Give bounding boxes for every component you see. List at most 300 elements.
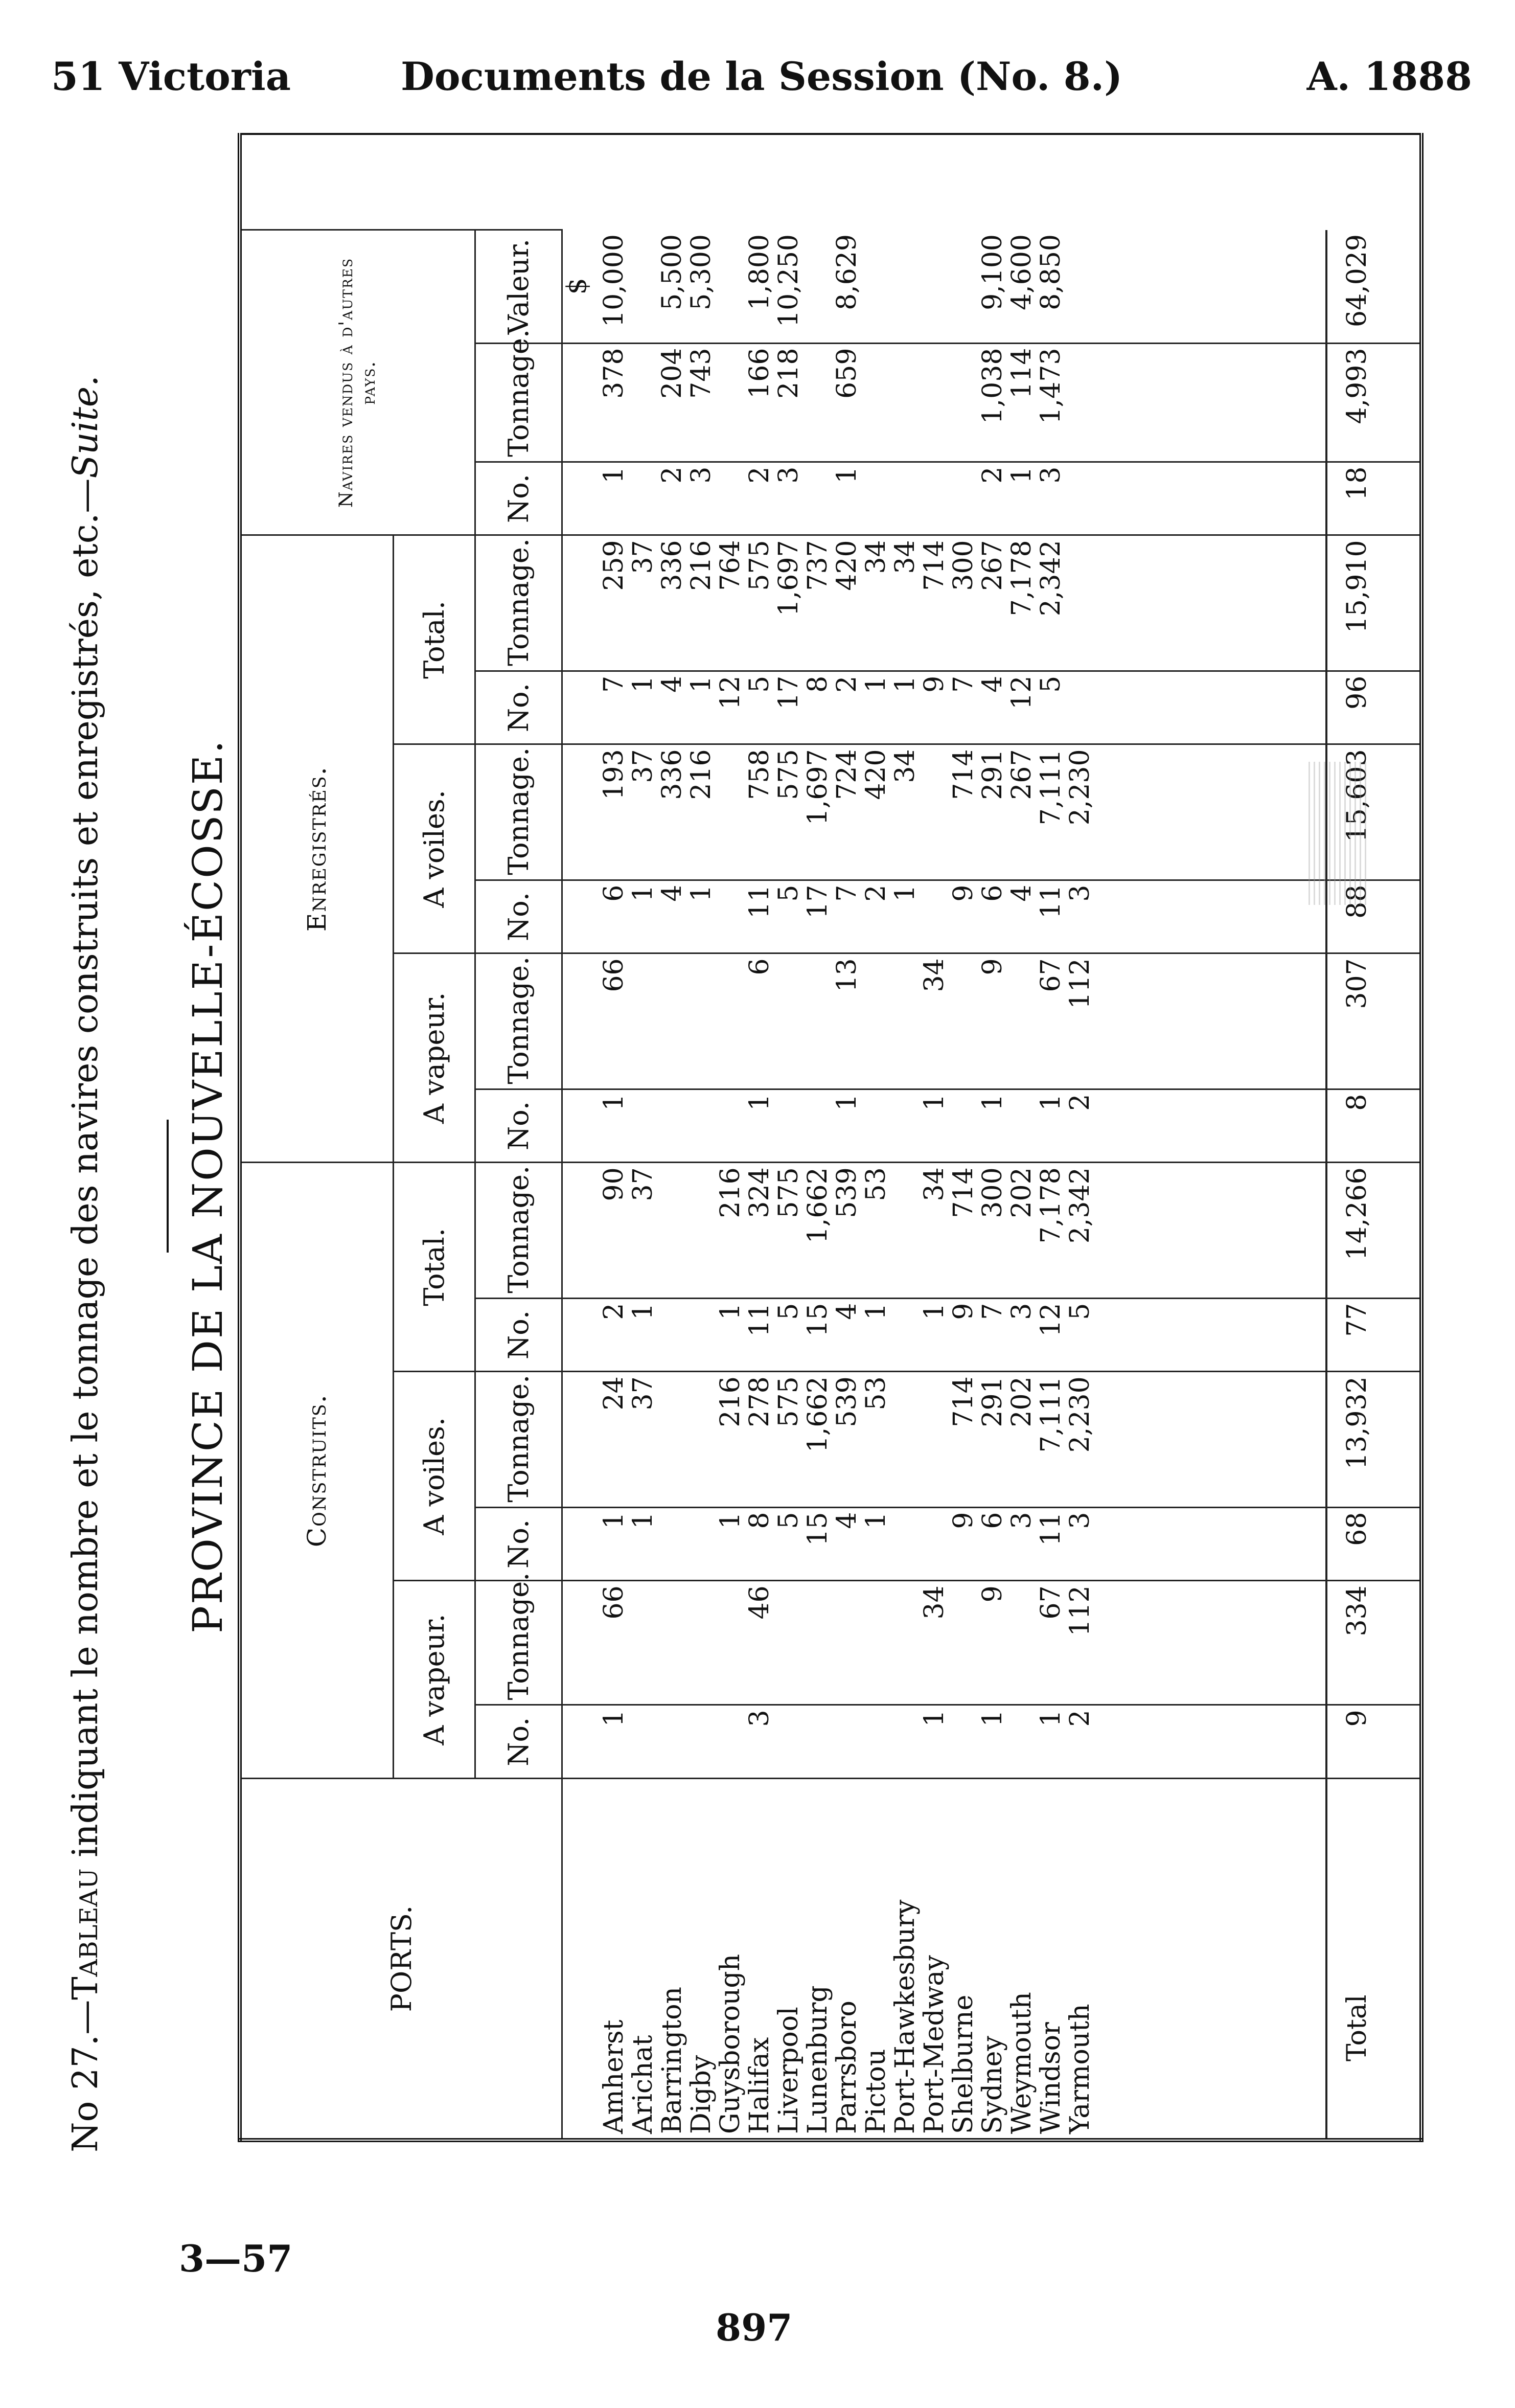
total-value: 9	[1326, 1705, 1421, 1779]
table-cell	[833, 1710, 862, 1774]
port-name: Port-Medway	[919, 1955, 950, 2134]
table-cell: 4,600	[1006, 234, 1037, 310]
table-cell: 539	[832, 1167, 862, 1218]
header-no: No.	[475, 671, 562, 744]
table-cell	[629, 234, 658, 338]
table-cell: 7	[832, 884, 862, 902]
table-cell: 1	[861, 1512, 891, 1529]
table-cell: 336	[657, 540, 687, 591]
table-cell: 7,178	[1006, 540, 1037, 617]
table-cell: 291	[977, 1376, 1008, 1427]
table-cell	[687, 1585, 716, 1700]
port-name: Windsor	[1036, 2022, 1066, 2134]
table-cell	[920, 1512, 949, 1576]
table-cell	[629, 1585, 658, 1700]
table-cell	[629, 467, 658, 531]
v-val-column	[592, 230, 1326, 343]
table-cell: 37	[628, 749, 658, 783]
table-cell	[687, 1710, 716, 1774]
table-cell	[774, 1094, 804, 1158]
table-cell: 1,800	[744, 234, 775, 310]
running-head-center: Documents de la Session (No. 8.)	[400, 54, 1123, 99]
table-cell: 1	[599, 1094, 629, 1111]
port-name: Digby	[686, 2055, 717, 2134]
table-cell	[658, 1710, 687, 1774]
table-cell	[804, 958, 833, 1084]
table-cell: 420	[832, 540, 862, 591]
table-cell	[920, 749, 949, 875]
header-no: No.	[475, 1089, 562, 1163]
table-cell: 724	[832, 749, 862, 800]
table-cell	[1007, 958, 1037, 1084]
header-no: No.	[475, 1298, 562, 1372]
table-cell: 13	[832, 958, 862, 992]
running-head-right: A. 1888	[1306, 54, 1472, 99]
table-cell: 10,250	[773, 234, 804, 327]
table-cell: 3	[1065, 1512, 1095, 1529]
header-e-voiles: A voiles.	[393, 744, 475, 953]
caption-title-sc: Tableau	[65, 1868, 106, 2000]
table-cell	[1007, 1094, 1037, 1158]
table-cell: 764	[715, 540, 746, 591]
ships-table-wrap	[238, 133, 1424, 2142]
table-cell: 8,629	[832, 234, 862, 310]
table-cell: 1	[832, 1094, 862, 1111]
table-cell	[862, 467, 891, 531]
table-cell: 8	[802, 675, 833, 693]
table-cell	[687, 958, 716, 1084]
e-tot-no-column	[592, 671, 1326, 744]
table-cell: 2	[1065, 1094, 1095, 1111]
table-cell: 743	[686, 348, 717, 399]
table-cell	[687, 1512, 716, 1576]
table-cell: 11	[1036, 1512, 1066, 1546]
table-cell: 216	[715, 1167, 746, 1218]
table-cell: 4	[1006, 884, 1037, 902]
table-cell: 218	[773, 348, 804, 399]
port-name: Pictou	[861, 2049, 891, 2134]
table-cell: 737	[802, 540, 833, 591]
table-cell: 1	[599, 1710, 629, 1727]
table-cell	[629, 1710, 658, 1774]
table-cell: 17	[773, 675, 804, 710]
header-c-vapeur: A vapeur.	[393, 1581, 475, 1779]
table-cell	[658, 1167, 687, 1293]
port-name: Liverpool	[773, 2007, 804, 2134]
table-cell	[891, 467, 920, 531]
table-cell	[862, 1585, 891, 1700]
table-cell: 34	[890, 540, 921, 574]
table-cell	[833, 1585, 862, 1700]
table-cell	[658, 1303, 687, 1367]
table-cell	[891, 958, 920, 1084]
port-name: Port-Hawkesbury	[890, 1899, 921, 2134]
data-rows	[592, 134, 1326, 2140]
table-cell	[1066, 348, 1095, 457]
header-e-total: Total.	[393, 535, 475, 744]
table-cell	[1066, 234, 1095, 338]
table-cell: 4	[657, 675, 687, 693]
total-label: Total	[1326, 1779, 1421, 2140]
table-cell: 112	[1065, 1585, 1095, 1637]
table-caption	[65, 169, 106, 2152]
table-cell: 4	[832, 1512, 862, 1529]
table-cell	[804, 1585, 833, 1700]
table-cell: 6	[977, 884, 1008, 902]
c-tot-ton-column	[592, 1163, 1326, 1298]
header-tonnage: Tonnage.	[475, 744, 562, 880]
table-cell	[774, 1710, 804, 1774]
table-cell: 67	[1036, 958, 1066, 992]
table-cell: 193	[599, 749, 629, 800]
table-cell: 6	[744, 958, 775, 975]
signature-mark: 3—57	[179, 2237, 293, 2280]
ports-column	[592, 1779, 1326, 2140]
table-cell: 5	[1036, 675, 1066, 693]
table-cell	[1066, 467, 1095, 531]
table-cell: 2	[657, 466, 687, 484]
table-cell: 1	[1036, 1094, 1066, 1111]
table-cell: 336	[657, 749, 687, 800]
caption-title: indiquant le nombre et le tonnage des navires construits et enregistrés, etc.—	[65, 478, 106, 1869]
table-cell: 1,038	[977, 348, 1008, 424]
header-e-vapeur: A vapeur.	[393, 953, 475, 1163]
table-cell: 2	[1065, 1710, 1095, 1727]
table-cell	[891, 1512, 920, 1576]
port-name: Weymouth	[1006, 1992, 1037, 2134]
table-cell: 2	[977, 466, 1008, 484]
table-cell: 378	[599, 348, 629, 399]
table-cell: 5	[773, 1512, 804, 1529]
table-cell: 12	[715, 675, 746, 710]
table-cell: 714	[948, 1167, 979, 1218]
table-cell: 267	[1006, 749, 1037, 800]
table-cell: 324	[744, 1167, 775, 1218]
header-construits: Construits.	[240, 1163, 393, 1779]
table-cell: 202	[1006, 1167, 1037, 1218]
table-cell	[949, 234, 978, 338]
table-cell: 5	[1065, 1303, 1095, 1320]
table-cell	[658, 1376, 687, 1502]
table-cell	[687, 1376, 716, 1502]
table-cell: 1	[1006, 466, 1037, 484]
table-cell: 1	[861, 1303, 891, 1320]
table-cell	[658, 958, 687, 1084]
header-tonnage: Tonnage.	[475, 343, 562, 462]
blank-column	[240, 134, 562, 230]
table-cell	[1066, 540, 1095, 666]
table-cell	[862, 348, 891, 457]
page-number: 897	[716, 2306, 793, 2349]
total-value: 307	[1326, 953, 1421, 1089]
port-name: Amherst	[599, 2019, 629, 2134]
c-vap-ton-column	[592, 1581, 1326, 1705]
table-cell: 53	[861, 1167, 891, 1201]
table-cell: 7,111	[1036, 1376, 1066, 1453]
table-cell	[716, 749, 745, 875]
c-vap-no-column	[592, 1705, 1326, 1779]
table-cell: 17	[802, 884, 833, 919]
table-cell: 2	[599, 1303, 629, 1320]
table-cell: 1	[1036, 1710, 1066, 1727]
table-cell	[920, 1376, 949, 1502]
table-cell: 7	[977, 1303, 1008, 1320]
table-cell	[804, 1094, 833, 1158]
table-cell	[949, 1710, 978, 1774]
table-cell	[629, 348, 658, 457]
table-cell: 1	[832, 466, 862, 484]
total-value: 88	[1326, 880, 1421, 953]
table-cell: 24	[599, 1376, 629, 1411]
table-cell: 4	[657, 884, 687, 902]
table-cell	[891, 1585, 920, 1700]
table-cell: 1	[715, 1303, 746, 1320]
table-cell: 1,662	[802, 1376, 833, 1453]
v-no-column	[592, 462, 1326, 535]
port-name: Halifax	[744, 2037, 775, 2134]
table-cell: 575	[773, 1376, 804, 1427]
total-value: 68	[1326, 1507, 1421, 1581]
table-cell: 216	[686, 540, 717, 591]
table-cell: 204	[657, 348, 687, 399]
table-cell: 11	[744, 884, 775, 919]
table-cell	[687, 1303, 716, 1367]
header-no: No.	[475, 1705, 562, 1779]
table-cell: 9	[948, 1512, 979, 1529]
table-cell: 1	[628, 1512, 658, 1529]
table-cell	[862, 958, 891, 1084]
ink-smudge	[1309, 762, 1370, 905]
table-cell	[1007, 1710, 1037, 1774]
title-rule	[167, 1120, 169, 1253]
table-cell	[804, 467, 833, 531]
port-name: Shelburne	[948, 1994, 979, 2134]
table-cell: 34	[919, 1585, 950, 1620]
table-cell: 46	[744, 1585, 775, 1620]
header-tonnage: Tonnage.	[475, 1163, 562, 1298]
table-cell: 9,100	[977, 234, 1008, 310]
header-valeur: Valeur.	[475, 230, 562, 343]
table-cell: 1	[628, 1303, 658, 1320]
table-cell: 1	[686, 675, 717, 693]
table-cell: 1,473	[1036, 348, 1066, 424]
total-row	[1326, 134, 1421, 2140]
table-cell	[891, 234, 920, 338]
port-name: Lunenburg	[802, 1985, 833, 2134]
table-cell: 3	[1036, 466, 1066, 484]
table-cell: 67	[1036, 1585, 1066, 1620]
table-cell: 114	[1006, 348, 1037, 399]
c-tot-no-column	[592, 1298, 1326, 1372]
port-name: Guysborough	[715, 1953, 746, 2134]
header-no: No.	[475, 880, 562, 953]
e-voi-ton-column	[592, 744, 1326, 880]
table-cell: 2	[861, 884, 891, 902]
table-cell: 1	[919, 1094, 950, 1111]
total-value: 77	[1326, 1298, 1421, 1372]
table-cell: 2	[832, 675, 862, 693]
table-cell: 10,000	[599, 234, 629, 327]
rotated-table-page	[61, 158, 1452, 2214]
table-cell	[949, 467, 978, 531]
table-cell	[920, 348, 949, 457]
e-vap-no-column	[592, 1089, 1326, 1163]
total-value: 14,266	[1326, 1163, 1421, 1298]
table-cell: 9	[977, 1585, 1008, 1603]
total-value: 64,029	[1326, 230, 1421, 343]
table-cell: 2,230	[1065, 1376, 1095, 1453]
ships-table	[238, 133, 1424, 2142]
table-cell: 34	[890, 749, 921, 783]
table-cell: 66	[599, 1585, 629, 1620]
table-cell	[774, 1585, 804, 1700]
table-cell: 1	[919, 1303, 950, 1320]
table-cell: 34	[861, 540, 891, 574]
total-value: 334	[1326, 1581, 1421, 1705]
total-value: 13,932	[1326, 1372, 1421, 1507]
table-cell: 3	[1006, 1303, 1037, 1320]
table-cell: 1	[977, 1710, 1008, 1727]
table-cell: 12	[1006, 675, 1037, 710]
caption-number: No 27.—	[65, 2000, 106, 2152]
header-c-voiles: A voiles.	[393, 1372, 475, 1581]
table-cell: 216	[715, 1376, 746, 1427]
table-cell: 267	[977, 540, 1008, 591]
table-cell	[1007, 1585, 1037, 1700]
table-cell	[716, 1710, 745, 1774]
table-cell	[920, 234, 949, 338]
table-cell: 7	[948, 675, 979, 693]
header-enregistres: Enregistrés.	[240, 535, 393, 1163]
table-cell: 3	[744, 1710, 775, 1727]
table-cell: 1	[890, 884, 921, 902]
table-cell: 5	[744, 675, 775, 693]
table-cell	[716, 348, 745, 457]
total-value: 18	[1326, 462, 1421, 535]
table-cell: 37	[628, 1376, 658, 1411]
table-cell: 714	[948, 749, 979, 800]
table-cell	[804, 234, 833, 338]
header-tonnage: Tonnage.	[475, 953, 562, 1089]
table-cell: 9	[948, 1303, 979, 1320]
table-cell: 37	[628, 1167, 658, 1201]
table-cell: 7,111	[1036, 749, 1066, 826]
e-vap-ton-column	[592, 953, 1326, 1089]
header-c-total: Total.	[393, 1163, 475, 1372]
table-cell: 3	[1065, 884, 1095, 902]
table-cell: 9	[948, 884, 979, 902]
table-cell	[716, 234, 745, 338]
table-cell	[658, 1512, 687, 1576]
header-vendus: Navires vendus à d'autres pays.	[240, 230, 475, 535]
table-cell	[891, 1303, 920, 1367]
table-cell: 758	[744, 749, 775, 800]
table-cell: 34	[919, 1167, 950, 1201]
table-cell: 53	[861, 1376, 891, 1411]
table-cell	[716, 1585, 745, 1700]
table-cell: 539	[832, 1376, 862, 1427]
c-voi-ton-column	[592, 1372, 1326, 1507]
table-cell: 7	[599, 675, 629, 693]
table-cell: 714	[948, 1376, 979, 1427]
table-cell	[716, 467, 745, 531]
table-cell: 6	[599, 884, 629, 902]
table-cell	[716, 958, 745, 1084]
table-cell: 259	[599, 540, 629, 591]
table-cell: 202	[1006, 1376, 1037, 1427]
table-cell	[804, 1710, 833, 1774]
total-value: 8	[1326, 1089, 1421, 1163]
table-cell: 1,662	[802, 1167, 833, 1244]
table-cell: 66	[599, 958, 629, 992]
total-value: 4,993	[1326, 343, 1421, 462]
table-cell	[949, 1094, 978, 1158]
v-ton-column	[592, 343, 1326, 462]
table-cell: 2	[744, 466, 775, 484]
total-value: 96	[1326, 671, 1421, 744]
table-cell: 3	[686, 466, 717, 484]
table-cell	[687, 1167, 716, 1293]
table-cell: 3	[1006, 1512, 1037, 1529]
table-cell: 575	[773, 1167, 804, 1218]
table-cell: 575	[744, 540, 775, 591]
table-cell: 1	[628, 884, 658, 902]
header-no: No.	[475, 462, 562, 535]
table-cell: 2,342	[1036, 540, 1066, 617]
table-cell: 714	[919, 540, 950, 591]
table-cell: 1	[890, 675, 921, 693]
table-cell	[629, 958, 658, 1084]
header-no: No.	[475, 1507, 562, 1581]
table-cell: 15	[802, 1303, 833, 1337]
table-cell: 9	[977, 958, 1008, 975]
table-cell	[891, 1094, 920, 1158]
table-cell	[804, 348, 833, 457]
province-title: PROVINCE DE LA NOUVELLE-ÉCOSSE.	[184, 739, 232, 1633]
table-cell: 1	[744, 1094, 775, 1111]
table-cell: 3	[773, 466, 804, 484]
table-cell: 4	[977, 675, 1008, 693]
port-name: Yarmouth	[1065, 2004, 1095, 2134]
table-cell: 291	[977, 749, 1008, 800]
table-cell: 1	[861, 675, 891, 693]
table-cell: 12	[1036, 1303, 1066, 1337]
table-cell: 278	[744, 1376, 775, 1427]
table-cell: 1	[977, 1094, 1008, 1111]
table-cell	[891, 348, 920, 457]
table-cell: 8	[744, 1512, 775, 1529]
e-tot-ton-column	[592, 535, 1326, 671]
port-name: Arichat	[628, 2035, 658, 2134]
table-cell: 37	[628, 540, 658, 574]
table-cell: 1,697	[773, 540, 804, 617]
table-cell: 4	[832, 1303, 862, 1320]
table-cell	[1066, 676, 1095, 740]
table-cell: 8,850	[1036, 234, 1066, 310]
table-cell: 166	[744, 348, 775, 399]
header-tonnage: Tonnage.	[475, 1581, 562, 1705]
table-cell	[891, 1167, 920, 1293]
table-cell: 5,500	[657, 234, 687, 310]
table-cell: 5,300	[686, 234, 717, 310]
table-cell	[891, 1710, 920, 1774]
table-cell: 11	[744, 1303, 775, 1337]
dollar-sign: $	[562, 230, 592, 343]
e-voi-no-column	[592, 880, 1326, 953]
header-tonnage: Tonnage.	[475, 535, 562, 671]
table-cell	[716, 885, 745, 949]
table-cell	[920, 885, 949, 949]
